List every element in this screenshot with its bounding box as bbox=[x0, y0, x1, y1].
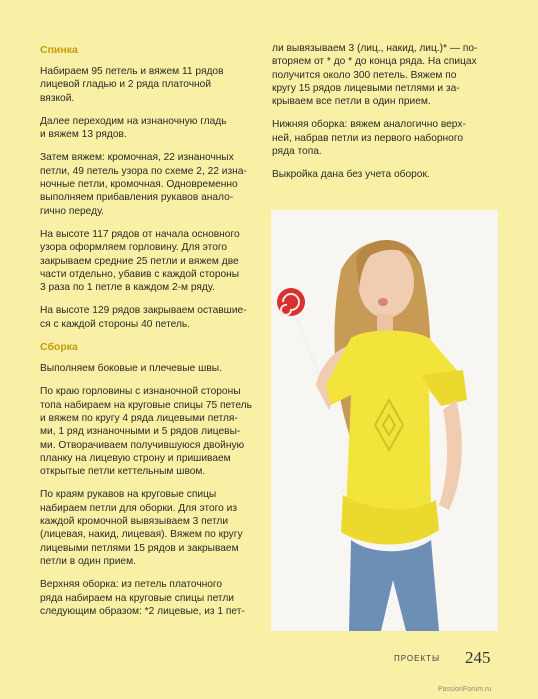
paragraph: На высоте 129 рядов закрываем оставшие- ся с каждой стороны 40 петель. bbox=[40, 305, 247, 330]
paragraph: Верхняя оборка: из петель платочного ряда набираем на круговые спицы петли следующим образом: *2 лицевые, из 1 пет- bbox=[40, 579, 245, 617]
paragraph: По краю горловины с изнаночной стороны топа набираем на круговые спицы 75 петель и вяжем по кругу 4 ряда лицевыми петля- ми, 1 ряд изнаночными и 5 рядов лицевы- ми. Отворачиваем получившуюся двойную планку на лицевую строну и пришиваем открытые петли кеттельным швом. bbox=[40, 386, 252, 478]
section-label: ПРОЕКТЫ bbox=[394, 654, 441, 663]
paragraph: Выполняем боковые и плечевые швы. bbox=[40, 363, 222, 375]
paragraph: ли вывязываем 3 (лиц., накид, лиц.)* — по- вторяем от * до * до конца ряда. На спицах получится около 300 петель. Вяжем по кругу 15 рядов лицевыми петлями и за- крываем все петли в один прием. bbox=[272, 43, 478, 108]
watermark: PassionForum.ru bbox=[438, 686, 492, 693]
section-heading-assembly: Сборка bbox=[40, 341, 78, 354]
paragraph: Затем вяжем: кромочная, 22 изнаночных петли, 49 петель узора по схеме 2, 22 изна- ночные петли, кромочная. Одновременно выполняем прибавления рукавов анало- гично переду. bbox=[40, 152, 247, 217]
paragraph: Нижняя оборка: вяжем аналогично верх- ней, набрав петли из первого наборного ряда топа. bbox=[272, 119, 466, 158]
paragraph: На высоте 117 рядов от начала основного узора оформляем горловину. Для этого закрываем средние 25 петли и вяжем две части отдельно, убавив с каждой стороны 3 раза по 1 петле в каждом 2-м ряду. bbox=[40, 228, 240, 294]
paragraph: Далее переходим на изнаночную гладь и вяжем 13 рядов. bbox=[40, 115, 227, 141]
model-photo bbox=[271, 210, 498, 631]
paragraph: Набираем 95 петель и вяжем 11 рядов лицевой гладью и 2 ряда платочной вязкой. bbox=[40, 66, 224, 104]
girl-with-lollipop-illustration bbox=[271, 210, 498, 631]
section-heading-back: Спинка bbox=[40, 44, 78, 56]
right-text-column bbox=[272, 42, 492, 192]
paragraph: По краям рукавов на круговые спицы набираем петли для оборки. Для этого из каждой кромочной вывязываем 3 петли (лицевая, накид, лицевая). Вяжем по кругу лицевыми петлями 15 рядов и закрываем петли в один прием. bbox=[40, 489, 243, 567]
paragraph: Выкройка дана без учета оборок. bbox=[272, 169, 430, 181]
page-number: 245 bbox=[465, 648, 491, 667]
left-text-column bbox=[40, 44, 255, 628]
